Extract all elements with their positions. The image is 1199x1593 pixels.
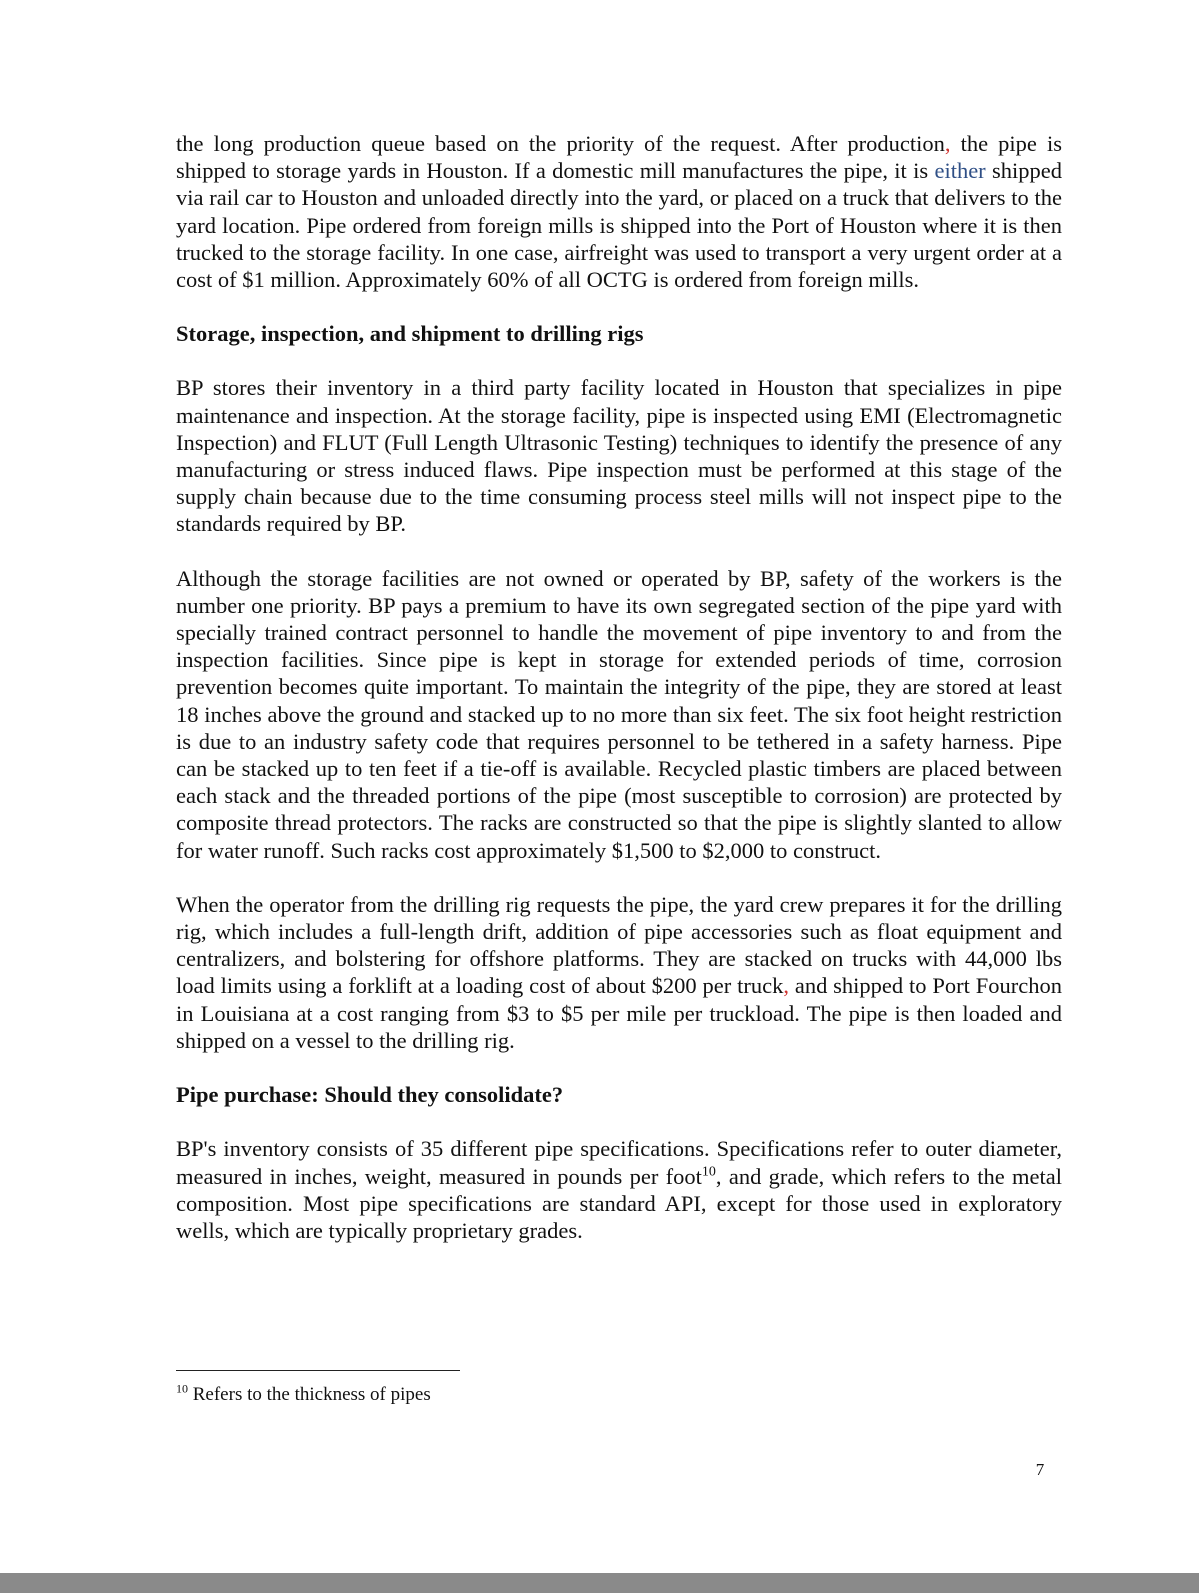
paragraph-storage-inspection: BP stores their inventory in a third party facility located in Houston that specializes in pipe maintenance and inspection. At the storage facility, pipe is inspected using EMI (Electromagnetic Inspection) and FLUT (Full Length Ultrasonic Testing) techniques to identify the presence of any manufacturing or stress induced flaws. Pipe inspection must be performed at this stage of the supply chain because due to the time consuming process steel mills will not inspect pipe to the standards required by BP. [176, 375, 1062, 537]
text-span: the pipe is shipped to storage yards in Houston. If a domestic mill manufactures the pipe, it is [176, 131, 1062, 184]
paragraph-safety: Although the storage facilities are not owned or operated by BP, safety of the workers is the number one priority. BP pays a premium to have its own segregated section of the pipe yard with specially trained contract personnel to handle the movement of pipe inventory to and from the inspection facilities. Since pipe is kept in storage for extended periods of time, corrosion prevention becomes quite important. To maintain the integrity of the pipe, they are stored at least 18 inches above the ground and stacked up to no more than six feet. The six foot height restriction is due to an industry safety code that requires personnel to be tethered in a safety harness. Pipe can be stacked up to ten feet if a tie-off is available. Recycled plastic timbers are placed between each stack and the threaded portions of the pipe (most susceptible to corrosion) are protected by composite thread protectors. The racks are constructed so that the pipe is slightly slanted to allow for water runoff. Such racks cost approximately $1,500 to $2,000 to construct. [176, 565, 1062, 863]
text-span: the long production queue based on the priority of the request. After production [176, 131, 945, 156]
text-span: and shipped to Port Fourchon in Louisiana at a cost ranging from $3 to $5 per mile per truckload. The pipe is then loaded and shipped on a vessel to the drilling rig. [176, 973, 1063, 1053]
footnote-reference[interactable]: 10 [701, 1164, 716, 1179]
paragraph-production-shipping [176, 130, 1062, 293]
highlighted-word: either [934, 158, 986, 184]
footnote-number: 10 [176, 1381, 188, 1396]
section-heading-consolidate: Pipe purchase: Should they consolidate? [176, 1082, 564, 1108]
page-content [176, 130, 1062, 1244]
highlighted-comma: , [783, 973, 789, 999]
text-span: When the operator from the drilling rig requests the pipe, the yard crew prepares it for the drilling rig, which includes a full-length drift, addition of pipe accessories such as float equipment and centralizers, and bolstering for offshore platforms. They are stacked on trucks with 44,000 lbs load limits using a forklift at a loading cost of about $200 per truck [176, 891, 1062, 999]
highlighted-comma: , [944, 131, 951, 156]
page-number: 7 [1035, 1460, 1045, 1479]
section-heading-storage: Storage, inspection, and shipment to drilling rigs [176, 321, 644, 347]
paragraph-rig-shipment [176, 891, 1062, 1054]
text-span: BP's inventory consists of 35 different pipe specifications. Specifications refer to outer diameter, measured in inches, weight, measured in pounds per foot [176, 1136, 1062, 1189]
text-span: shipped via rail car to Houston and unloaded directly into the yard, or placed on a truck that delivers to the yard location. Pipe ordered from foreign mills is shipped into the Port of Houston where it is then trucked to the storage facility. In one case, airfreight was used to transport a very urgent order at a cost of $1 million. Approximately 60% of all OCTG is ordered from foreign mills. [176, 158, 1062, 293]
paragraph-specifications [176, 1135, 1062, 1244]
footnote-divider [176, 1370, 460, 1371]
viewer-bottom-bar [0, 1573, 1199, 1593]
text-span: , and grade, which refers to the metal composition. Most pipe specifications are standard API, except for those used in exploratory wells, which are typically proprietary grades. [176, 1163, 1062, 1243]
footnote [176, 1383, 431, 1407]
footnote-text: Refers to the thickness of pipes [188, 1384, 431, 1405]
